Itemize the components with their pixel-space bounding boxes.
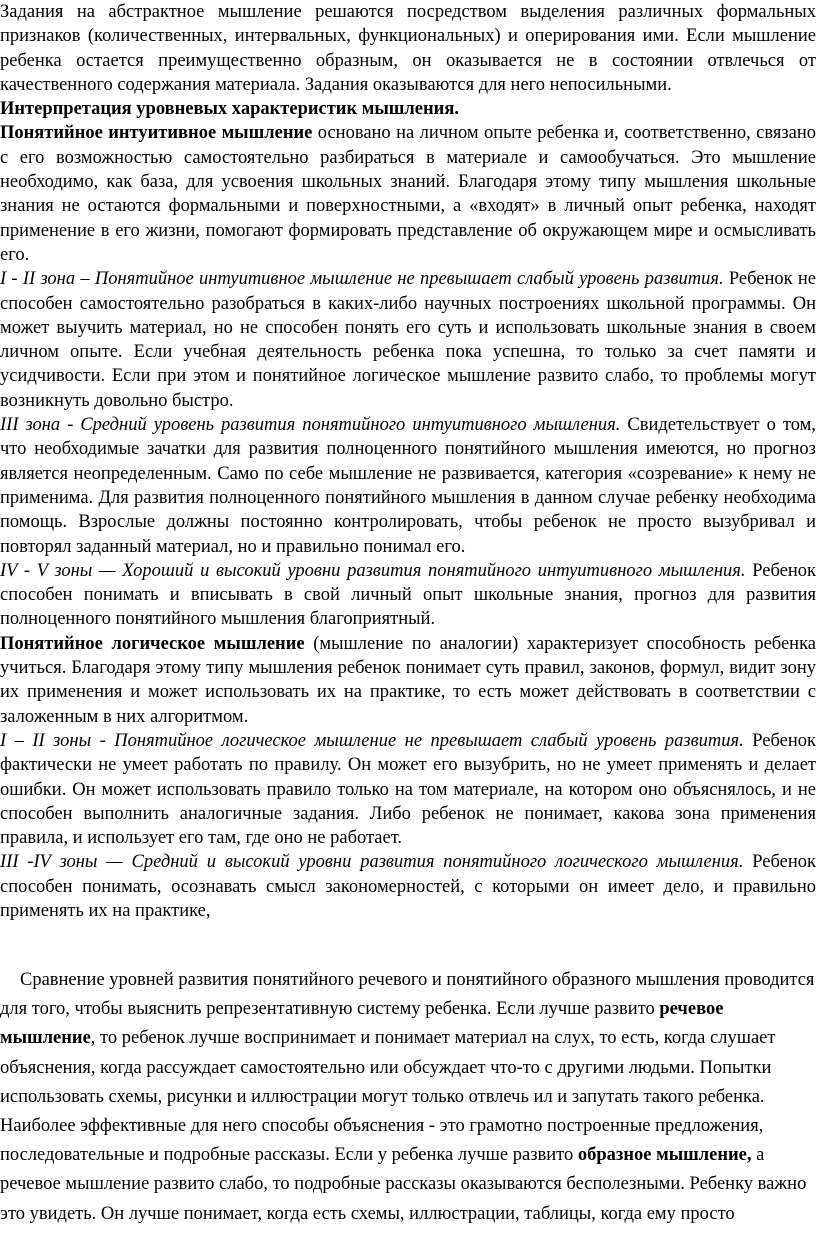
speech-thinking-term: речевое мышление xyxy=(0,999,724,1049)
zone-1-2-logical-text: Ребенок фактически не умеет работать по правилу. Он может его вызубрить, но не умеет применять и делает ошибки. Он может использовать правило только на том материале, на котором оно объяснялось, и не способен выполнить аналогичные задания. Либо ребенок не понимает, какова зона применения правила, и использует его там, где оно не работает. xyxy=(0,730,816,849)
comparison-text-a: Сравнение уровней развития понятийного речевого и понятийного образного мышления проводится для того, чтобы выяснить репрезентативную систему ребенка. Если лучше развито xyxy=(0,970,815,1020)
logical-thinking-paragraph xyxy=(0,632,816,729)
zone-3-intuitive-text: Свидетельствует о том, что необходимые зачатки для развития полноценного понятийного мышления имеются, но прогноз является неопределенным. Само по себе мышление не развивается, категория «созревание» к нему не применима. Для развития полноценного понятийного мышления в данном случае ребенку необходима помощь. Взрослые должны постоянно контролировать, чтобы ребенок не просто вызубривал и повторял заданный материал, но и правильно понимал его. xyxy=(0,415,816,557)
zone-3-4-logical-paragraph xyxy=(0,850,816,923)
zone-4-5-intuitive-text: Ребенок способен понимать и вписывать в свой личный опыт школьные знания, прогноз для развития полноценного понятийного мышления благоприятный. xyxy=(0,560,816,630)
document-body-lower xyxy=(0,966,816,1229)
section-heading-text: Интерпретация уровневых характеристик мышления. xyxy=(0,99,459,120)
zone-1-2-logical-paragraph xyxy=(0,729,816,850)
zone-3-4-logical-title: III -IV зоны — Средний и высокий уровни развития понятийного логического мышления. xyxy=(0,852,744,873)
zone-1-2-intuitive-title: I - II зона – Понятийное интуитивное мышление не превышает слабый уровень развития. xyxy=(0,269,724,290)
intuitive-thinking-term: Понятийное интуитивное мышление xyxy=(0,123,313,144)
zone-4-5-intuitive-paragraph xyxy=(0,559,816,632)
comparison-text-c: а речевое мышление развито слабо, то подробные рассказы оказываются бесполезными. Ребенку важно это увидеть. Он лучше понимает, когда есть схемы, иллюстрации, таблицы, когда ему просто xyxy=(0,1145,807,1224)
logical-thinking-term: Понятийное логическое мышление xyxy=(0,633,305,654)
comparison-paragraph xyxy=(0,966,816,1229)
zone-1-2-intuitive-text: Ребенок не способен самостоятельно разобраться в каких-либо научных построениях школьной программы. Он может выучить материал, но не способен понять его суть и использовать школьные знания в своем личном опыте. Если учебная деятельность ребенка пока успешна, то только за счет памяти и усидчивости. Если при этом и понятийное логическое мышление развито слабо, то проблемы могут возникнуть довольно быстро. xyxy=(0,269,816,411)
zone-1-2-logical-title: I – II зоны - Понятийное логическое мышление не превышает слабый уровень развития. xyxy=(0,730,744,751)
comparison-text-b: , то ребенок лучше воспринимает и понимает материал на слух, то есть, когда слушает объяснения, когда рассуждает самостоятельно или обсуждает что-то с другими людьми. Попытки использовать схемы, рисунки и иллюстрации могут только отвлечь ил и запутать такого ребенка. Наиболее эффективные для него способы объяснения - это грамотно построенные предложения, последовательные и подробные рассказы. Если у ребенка лучше развито xyxy=(0,1028,776,1166)
intro-paragraph xyxy=(0,0,816,97)
section-heading xyxy=(0,97,816,121)
zone-3-4-logical-text: Ребенок способен понимать, осознавать смысл закономерностей, с которыми он имеет дело, и правильно применять их на практике, xyxy=(0,852,816,921)
intuitive-thinking-text: основано на личном опыте ребенка и, соответственно, связано с его возможностью самостоятельно разбираться в материале и самообучаться. Это мышление необходимо, как база, для усвоения школьных знаний. Благодаря этому типу мышления школьные знания не остаются формальными и поверхностными, а «входят» в личный опыт ребенка, находят применение в его жизни, помогают формировать представление об окружающем мире и осмысливать его. xyxy=(0,123,816,265)
logical-thinking-text: (мышление по аналогии) характеризует способность ребенка учиться. Благодаря этому типу мышления ребенок понимает суть правил, законов, формул, видит зону их применения и может использовать их на практике, то есть может действовать в соответствии с заложенным в них алгоритмом. xyxy=(0,633,816,727)
zone-3-intuitive-title: III зона - Средний уровень развития понятийного интуитивного мышления. xyxy=(0,415,621,436)
image-thinking-term: образное мышление, xyxy=(577,1145,752,1166)
zone-3-intuitive-paragraph xyxy=(0,413,816,559)
intro-text: Задания на абстрактное мышление решаются посредством выделения различных формальных признаков (количественных, интервальных, функциональных) и оперирования ими. Если мышление ребенка остается преимущественно образным, он оказывается не в состоянии отвлечься от качественного содержания материала. Задания оказываются для него непосильными. xyxy=(0,2,816,95)
zone-1-2-intuitive-paragraph xyxy=(0,267,816,413)
intuitive-thinking-paragraph xyxy=(0,121,816,267)
zone-4-5-intuitive-title: IV - V зоны — Хороший и высокий уровни развития понятийного интуитивного мышления. xyxy=(0,560,746,581)
